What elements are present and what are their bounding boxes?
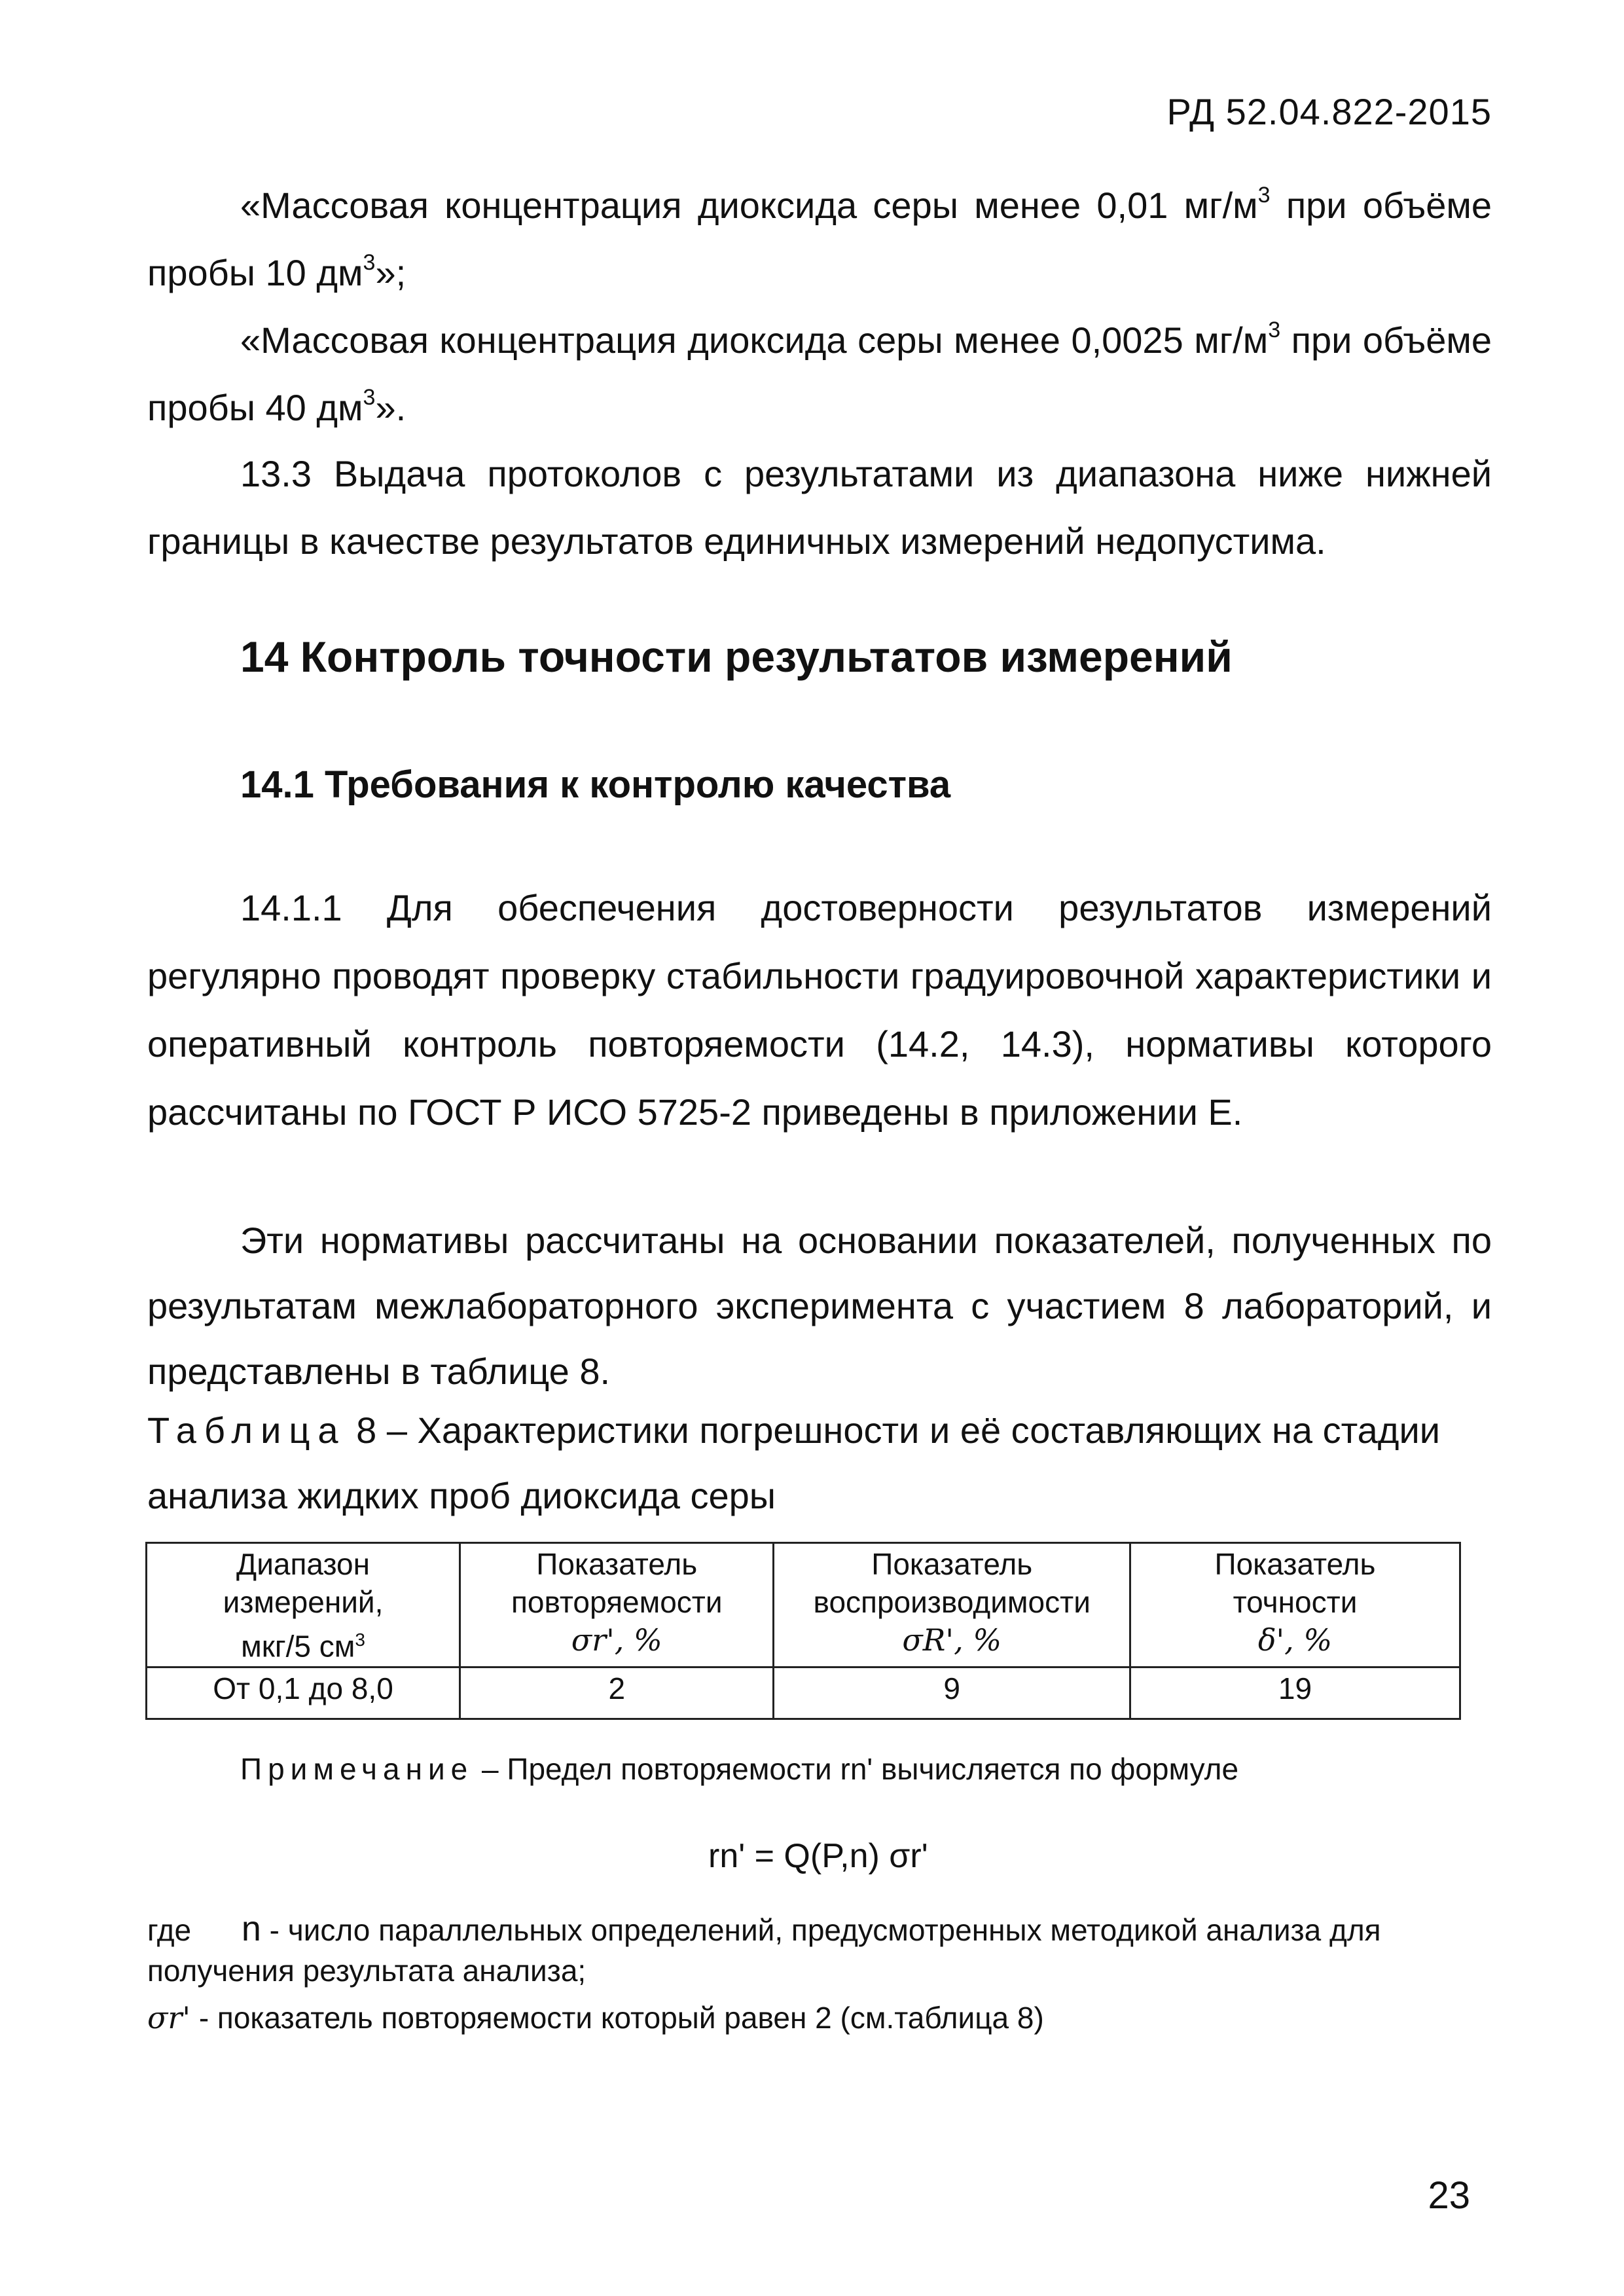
header-accuracy: Показатель точности δ', % [1130,1543,1460,1667]
header-reproducibility: Показатель воспроизводимости σR', % [774,1543,1130,1667]
cell-range: От 0,1 до 8,0 [147,1667,460,1719]
table-row [147,1667,1460,1719]
formula-legend-n: где n - число параллельных определений, предусмотренных методикой анализа для получения результата анализа; [147,1909,1381,1988]
subsection-heading: 14.1 Требования к контролю качества [240,763,951,806]
paragraph-norms: Эти нормативы рассчитаны на основании показателей, полученных по результатам межлабораторного эксперимента с участием 8 лабораторий, и представлены в таблице 8. [147,1220,1492,1392]
cell-reproducibility: 9 [774,1667,1130,1719]
table-header-row [147,1543,1460,1667]
repeatability-limit-formula: rn' = Q(P,n) σr' [708,1837,928,1875]
note-label: Примечание [240,1752,474,1786]
page-number: 23 [1428,2174,1470,2217]
table-caption: Таблица 8 – Характеристики погрешности и её составляющих на стадии анализа жидких проб диоксида серы [147,1410,1441,1516]
paragraph-14-1-1: 14.1.1 Для обеспечения достоверности результатов измерений регулярно проводят проверку стабильности градуировочной характеристики и оперативный контроль повторяемости (14.2, 14.3), нормативы которого рассчитаны по ГОСТ Р ИСО 5725-2 приведены в приложении Е. [147,887,1492,1133]
header-range: Диапазон измерений, мкг/5 $см^3$ [147,1543,460,1667]
section-heading: 14 Контроль точности результатов измерений [240,632,1233,681]
cell-accuracy: 19 [1130,1667,1460,1719]
paragraph-concentration-40: «Массовая концентрация диоксида серы менее 0,0025 $мг/м^3$ при объёме пробы 40 $дм^3$». [147,318,1492,428]
table-note: Примечание – Предел повторяемости rn' вычисляется по формуле [240,1752,1239,1786]
formula-legend-sigma: σr' - показатель повторяемости который равен 2 (см.таблица 8) [147,2000,1044,2035]
document-code: РД 52.04.822-2015 [1166,91,1492,132]
cell-repeatability: 2 [460,1667,774,1719]
paragraph-13-3: 13.3 Выдача протоколов с результатами из диапазона ниже нижней границы в качестве результатов единичных измерений недопустима. [147,453,1492,562]
paragraph-concentration-10: «Массовая концентрация диоксида серы менее 0,01 $мг/м^3$ при объёме пробы 10 $дм^3$»; [147,183,1492,293]
error-characteristics-table [145,1542,1461,1720]
table-caption-label: Таблица [147,1410,346,1451]
header-repeatability: Показатель повторяемости σr', % [460,1543,774,1667]
